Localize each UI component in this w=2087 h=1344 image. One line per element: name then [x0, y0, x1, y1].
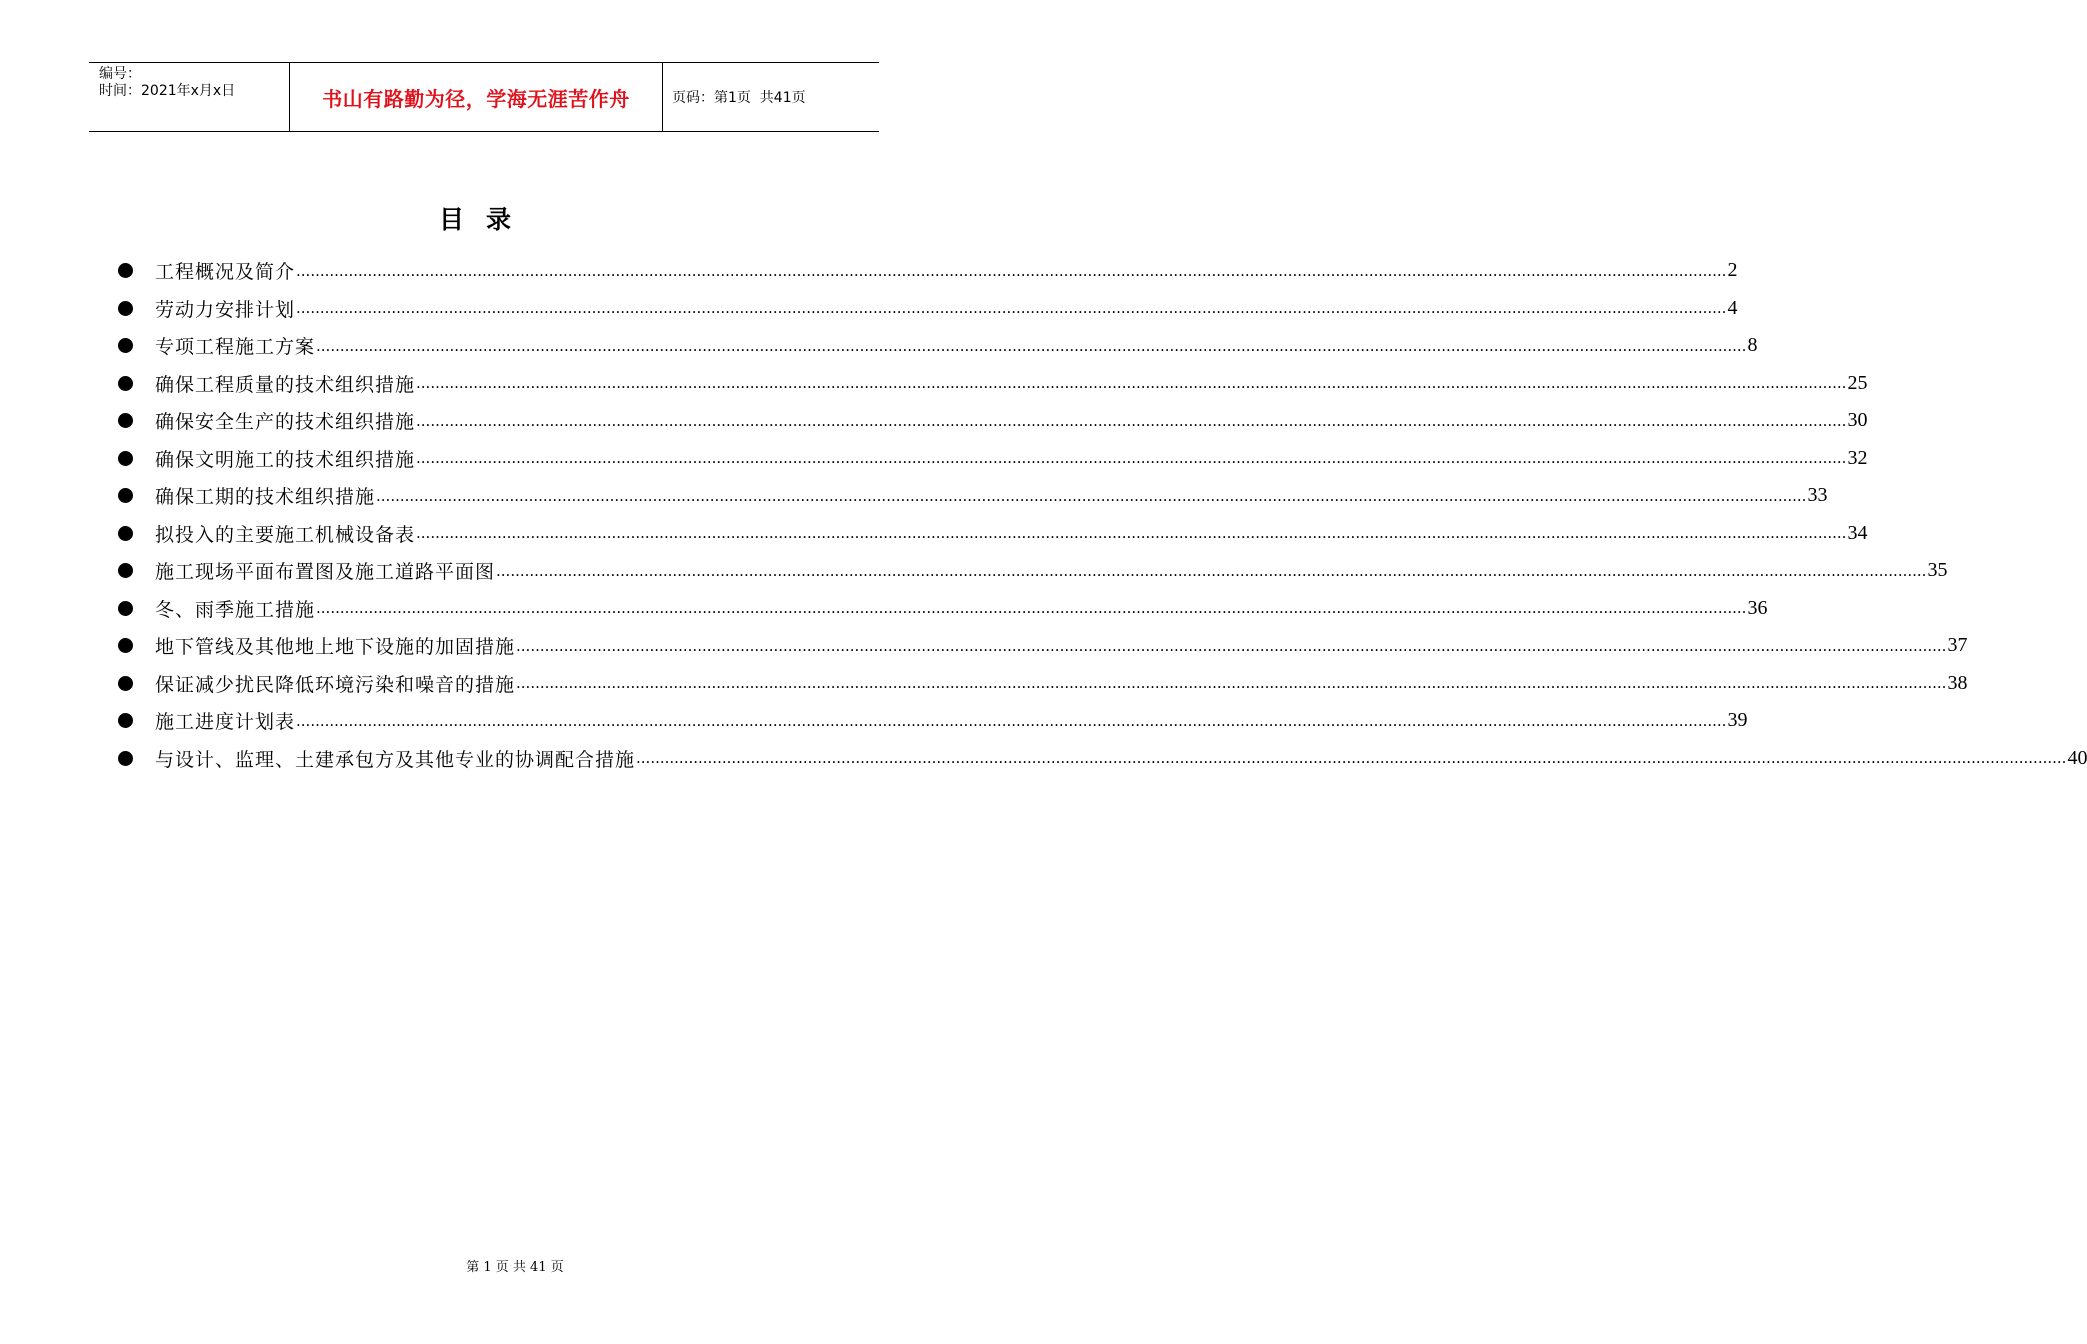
toc-entry-label: 与设计、监理、土建承包方及其他专业的协调配合措施 [155, 748, 636, 771]
bullet-icon [118, 676, 133, 691]
toc-leader-dots: ............................................................................................................................................................................................................................................................................................................ [416, 449, 1847, 468]
toc-entry[interactable] [118, 365, 1868, 403]
toc-entry[interactable] [118, 252, 1738, 290]
toc-entry-label: 确保安全生产的技术组织措施 [155, 411, 416, 434]
toc-entry[interactable] [118, 402, 1868, 440]
toc-entry-label: 确保工期的技术组织措施 [155, 486, 376, 509]
bullet-icon [118, 563, 133, 578]
header-page-info [663, 63, 879, 131]
toc-entry-page: 30 [1847, 409, 1868, 432]
toc-entry-page: 25 [1847, 371, 1868, 394]
toc-entry[interactable] [118, 440, 1868, 478]
toc-leader-dots: ............................................................................................................................................................................................................................................................................................................ [376, 486, 1807, 505]
toc-entry-page: 39 [1727, 709, 1748, 732]
toc-entry-label: 劳动力安排计划 [155, 298, 296, 321]
toc-entry-page: 40 [2067, 746, 2087, 769]
toc-entry-label: 确保文明施工的技术组织措施 [155, 448, 416, 471]
toc-entry-label: 施工现场平面布置图及施工道路平面图 [155, 561, 496, 584]
toc-leader-dots: ............................................................................................................................................................................................................................................................................................................ [316, 599, 1747, 618]
toc-entry-page: 2 [1727, 259, 1738, 282]
toc-entry-label: 拟投入的主要施工机械设备表 [155, 523, 416, 546]
toc-entry[interactable] [118, 627, 1968, 665]
header-motto: 书山有路勤为径，学海无涯苦作舟 [290, 63, 663, 131]
toc-entry-page: 33 [1807, 484, 1828, 507]
toc-entry-page: 32 [1847, 446, 1868, 469]
toc-entry-page: 38 [1947, 671, 1968, 694]
toc-title: 目录 [438, 205, 533, 234]
toc-entry-page: 4 [1727, 296, 1738, 319]
bullet-icon [118, 713, 133, 728]
toc-entry-page: 34 [1847, 521, 1868, 544]
bullet-icon [118, 376, 133, 391]
toc-entry[interactable] [118, 477, 1828, 515]
bullet-icon [118, 263, 133, 278]
bullet-icon [118, 751, 133, 766]
doc-number-label: 编号： [99, 66, 141, 82]
bullet-icon [118, 451, 133, 466]
toc-leader-dots: ............................................................................................................................................................................................................................................................................................................ [496, 561, 1927, 580]
toc-leader-dots: ............................................................................................................................................................................................................................................................................................................ [296, 261, 1727, 280]
toc-entry-label: 保证减少扰民降低环境污染和噪音的措施 [155, 673, 516, 696]
header-meta [89, 63, 290, 131]
toc-entry[interactable] [118, 327, 1758, 365]
toc-entry[interactable] [118, 702, 1748, 740]
toc-leader-dots: ............................................................................................................................................................................................................................................................................................................ [516, 636, 1947, 655]
bullet-icon [118, 413, 133, 428]
toc-entry-label: 施工进度计划表 [155, 711, 296, 734]
page-footer [0, 1256, 950, 1275]
bullet-icon [118, 526, 133, 541]
toc-leader-dots: ............................................................................................................................................................................................................................................................................................................ [636, 749, 2067, 768]
toc-leader-dots: ............................................................................................................................................................................................................................................................................................................ [416, 524, 1847, 543]
footer-page-number: 第 1 页 共 41 页 [466, 1260, 564, 1275]
table-of-contents [118, 252, 2087, 777]
toc-leader-dots: ............................................................................................................................................................................................................................................................................................................ [416, 411, 1847, 430]
toc-entry-page: 37 [1947, 634, 1968, 657]
doc-date: 时间：2021年x月x日 [99, 83, 236, 99]
header-page-info-text: 页码：第1页 共41页 [672, 90, 806, 106]
toc-leader-dots: ............................................................................................................................................................................................................................................................................................................ [296, 711, 1727, 730]
bullet-icon [118, 601, 133, 616]
bullet-icon [118, 638, 133, 653]
toc-entry-label: 专项工程施工方案 [155, 336, 316, 359]
toc-leader-dots: ............................................................................................................................................................................................................................................................................................................ [296, 299, 1727, 318]
toc-entry[interactable] [118, 515, 1868, 553]
toc-entry[interactable] [118, 552, 1948, 590]
toc-entry-label: 工程概况及简介 [155, 261, 296, 284]
toc-entry-label: 地下管线及其他地上地下设施的加固措施 [155, 636, 516, 659]
toc-entry-page: 35 [1927, 559, 1948, 582]
toc-entry-label: 冬、雨季施工措施 [155, 598, 316, 621]
toc-entry[interactable] [118, 665, 1968, 703]
bullet-icon [118, 301, 133, 316]
toc-entry-page: 8 [1747, 334, 1758, 357]
toc-leader-dots: ............................................................................................................................................................................................................................................................................................................ [416, 374, 1847, 393]
toc-entry-label: 确保工程质量的技术组织措施 [155, 373, 416, 396]
toc-entry[interactable] [118, 290, 1738, 328]
toc-leader-dots: ............................................................................................................................................................................................................................................................................................................ [316, 336, 1747, 355]
toc-leader-dots: ............................................................................................................................................................................................................................................................................................................ [516, 674, 1947, 693]
toc-entry[interactable] [118, 590, 1768, 628]
toc-entry-page: 36 [1747, 596, 1768, 619]
page-header [89, 62, 879, 132]
bullet-icon [118, 488, 133, 503]
toc-entry[interactable] [118, 740, 2087, 778]
bullet-icon [118, 338, 133, 353]
